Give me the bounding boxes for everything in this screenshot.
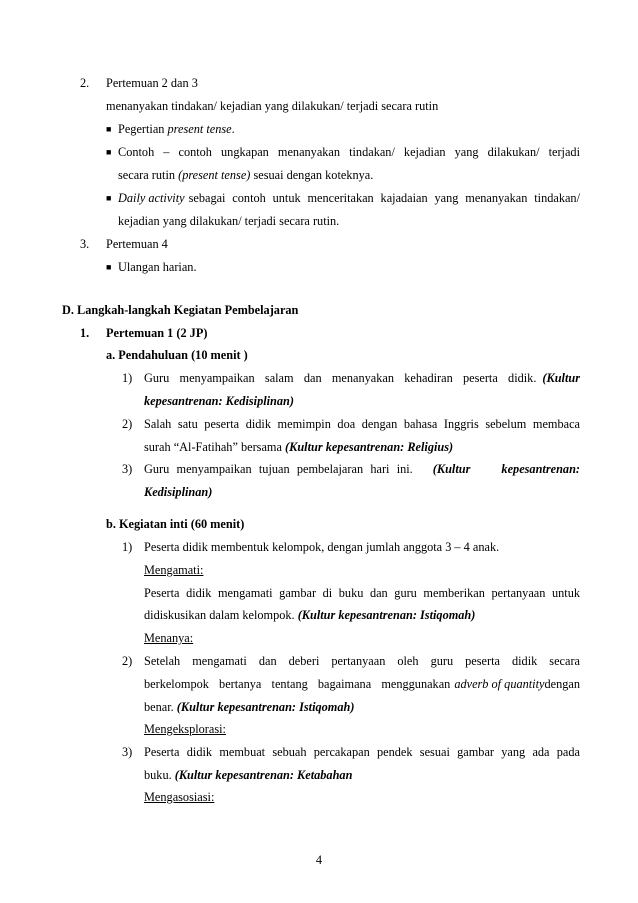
item-2-subtitle: menanyakan tindakan/ kejadian yang dilakukan/ terjadi secara rutin bbox=[106, 99, 439, 113]
b-label-menanya: Menanya: bbox=[144, 631, 194, 645]
b-label-mengasosiasi: Mengasosiasi: bbox=[144, 790, 215, 804]
item-2-bullet-2-line-2: secara rutin (present tense) sesuai dengan koteknya. bbox=[118, 168, 374, 182]
a-step-3-line-1: Guru menyampaikan tujuan pembelajaran hari ini. (Kultur kepesantrenan: bbox=[144, 462, 580, 476]
b-label-mengeksplorasi: Mengeksplorasi: bbox=[144, 722, 226, 736]
square-bullet-icon: ■ bbox=[106, 193, 112, 203]
square-bullet-icon: ■ bbox=[106, 262, 112, 272]
square-bullet-icon: ■ bbox=[106, 147, 112, 157]
b-step-2-line-1: Setelah mengamati dan deberi pertanyaan oleh guru peserta didik secara bbox=[144, 654, 580, 668]
item-2-title: Pertemuan 2 dan 3 bbox=[106, 76, 198, 90]
step-number: 1) bbox=[122, 540, 133, 554]
item-3-number: 3. bbox=[80, 237, 90, 251]
item-2-bullet-3-line-2: kejadian yang dilakukan/ terjadi secara rutin. bbox=[118, 214, 340, 228]
meeting-1-title: Pertemuan 1 (2 JP) bbox=[106, 326, 208, 340]
b-step-1-paragraph-line-2: didiskusikan dalam kelompok. (Kultur kepesantrenan: Istiqomah) bbox=[144, 608, 476, 622]
a-step-3-line-2: Kedisiplinan) bbox=[144, 485, 213, 499]
step-number: 2) bbox=[122, 654, 133, 668]
a-step-1-line-1: Guru menyampaikan salam dan menanyakan kehadiran peserta didik. (Kultur bbox=[144, 371, 580, 385]
section-d-heading: D. Langkah-langkah Kegiatan Pembelajaran bbox=[62, 303, 299, 317]
item-2-bullet-1: Pegertian present tense. bbox=[118, 122, 235, 136]
item-2-number: 2. bbox=[80, 76, 90, 90]
a-step-2-line-2: surah “Al-Fatihah” bersama (Kultur kepesantrenan: Religius) bbox=[144, 440, 454, 454]
subsection-b-heading: b. Kegiatan inti (60 menit) bbox=[106, 517, 245, 531]
b-step-2-line-3: benar. (Kultur kepesantrenan: Istiqomah) bbox=[144, 700, 355, 714]
item-2-bullet-2-line-1: Contoh – contoh ungkapan menanyakan tindakan/ kejadian yang dilakukan/ terjadi bbox=[118, 145, 580, 159]
step-number: 2) bbox=[122, 417, 133, 431]
a-step-2-line-1: Salah satu peserta didik memimpin doa dengan bahasa Inggris sebelum membaca bbox=[144, 417, 580, 431]
b-step-1-label-mengamati: Mengamati: bbox=[144, 563, 204, 577]
page-number: 4 bbox=[315, 853, 323, 867]
b-step-1-line-1: Peserta didik membentuk kelompok, dengan jumlah anggota 3 – 4 anak. bbox=[144, 540, 500, 554]
b-step-1-paragraph-line-1: Peserta didik mengamati gambar di buku dan guru memberikan pertanyaan untuk bbox=[144, 586, 580, 600]
a-step-1-line-2: kepesantrenan: Kedisiplinan) bbox=[144, 394, 294, 408]
meeting-1-number: 1. bbox=[80, 326, 90, 340]
square-bullet-icon: ■ bbox=[106, 124, 112, 134]
subsection-a-heading: a. Pendahuluan (10 menit ) bbox=[106, 348, 248, 362]
item-3-title: Pertemuan 4 bbox=[106, 237, 168, 251]
item-2-bullet-3-line-1: Daily activity sebagai contoh untuk menceritakan kajadaian yang menanyakan tindakan/ bbox=[118, 191, 580, 205]
step-number: 1) bbox=[122, 371, 133, 385]
b-step-3-line-2: buku. (Kultur kepesantrenan: Ketabahan bbox=[144, 768, 353, 782]
step-number: 3) bbox=[122, 745, 133, 759]
b-step-3-line-1: Peserta didik membuat sebuah percakapan pendek sesuai gambar yang ada pada bbox=[144, 745, 580, 759]
item-3-bullet-1: Ulangan harian. bbox=[118, 260, 197, 274]
step-number: 3) bbox=[122, 462, 133, 476]
b-step-2-line-2: berkelompok bertanya tentang bagaimana menggunakan adverb of quantity dengan bbox=[144, 677, 580, 691]
